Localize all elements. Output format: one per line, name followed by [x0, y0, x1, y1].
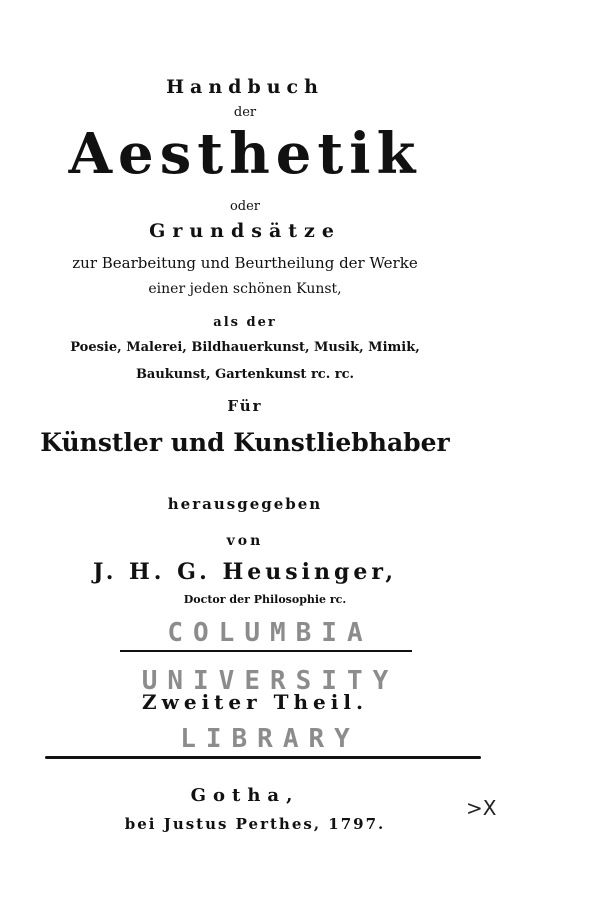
for-line: Für: [227, 397, 263, 415]
ornamental-rule: [45, 756, 481, 759]
handwritten-margin-note: >X: [466, 796, 497, 820]
subtitle: Grundsätze: [149, 220, 341, 242]
by-line: von: [226, 533, 264, 549]
title-line-handbuch: Handbuch: [166, 76, 324, 98]
title-line-der: der: [233, 105, 257, 120]
author-title: Doctor der Philosophie rc.: [183, 593, 347, 606]
edited-line: herausgegeben: [167, 495, 323, 513]
library-stamp-line-2: UNIVERSITY: [141, 666, 399, 696]
author-name: J. H. G. Heusinger,: [93, 559, 397, 585]
main-title: Aesthetik: [68, 121, 422, 187]
library-stamp-line-3: LIBRARY: [180, 724, 360, 754]
publisher-line: bei Justus Perthes, 1797.: [124, 815, 386, 833]
divider-rule: [120, 650, 412, 652]
subtitle-line-3: als der: [213, 315, 277, 330]
volume-line: Zweiter Theil.: [142, 690, 368, 714]
subtitle-line-4: Poesie, Malerei, Bildhauerkunst, Musik, Mimik,: [70, 340, 420, 355]
subtitle-line-5: Baukunst, Gartenkunst rc. rc.: [135, 367, 355, 382]
audience-line: Künstler und Kunstliebhaber: [40, 428, 450, 457]
library-stamp-line-1: COLUMBIA: [167, 618, 373, 648]
subtitle-line-1: zur Bearbeitung und Beurtheilung der Werke: [72, 254, 418, 272]
title-line-oder: oder: [229, 199, 261, 214]
place-line: Gotha,: [190, 785, 300, 806]
subtitle-line-2: einer jeden schönen Kunst,: [148, 281, 342, 297]
